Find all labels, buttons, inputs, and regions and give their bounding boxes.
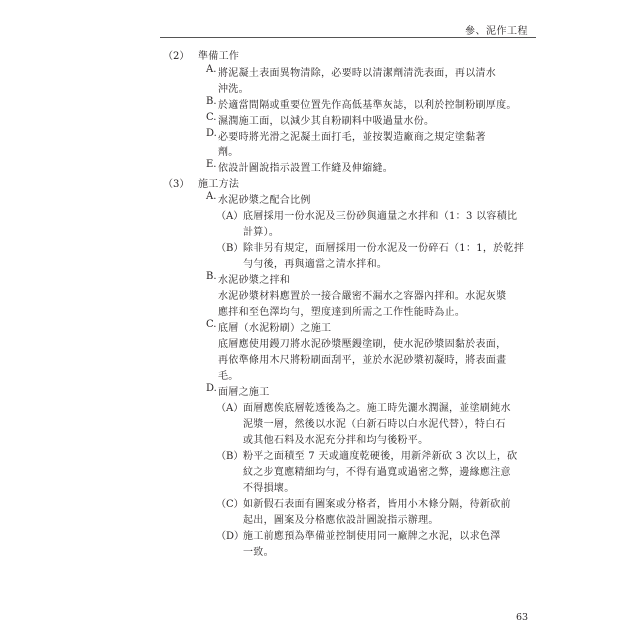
item-line: 起出，圖案及分格應依設計圖說指示辦理。 xyxy=(243,515,439,526)
item-line: 面層應俟底層乾透後為之。施工時先灑水潤濕，並塗刷純水 xyxy=(243,403,511,414)
section-3-marker: （3） xyxy=(163,179,190,190)
item-marker: A. xyxy=(206,64,217,75)
paragraph-line: 再依準條用木尺將粉刷面刮平，並於水泥砂漿初凝時，將表面畫 xyxy=(218,355,507,366)
item-line: 或其他石料及水泥充分拌和均勻後粉平。 xyxy=(243,435,429,446)
item-marker: （C） xyxy=(216,499,244,510)
item-marker: （A） xyxy=(216,211,244,222)
item-line: 必要時將光滑之泥凝土面打毛，並按製造廠商之規定塗黏著 xyxy=(218,132,486,143)
paragraph-line: 毛。 xyxy=(218,371,239,382)
item-line: 計算）。 xyxy=(243,227,280,238)
paragraph-line: 底層應使用鏝刀將水泥砂漿壓鏝塗刷，使水泥砂漿固黏於表面， xyxy=(218,339,507,350)
subsection-marker: A. xyxy=(206,191,217,202)
item-marker: （B） xyxy=(216,451,244,462)
item-line: 依設計圖說指示設置工作縫及伸縮縫。 xyxy=(218,163,394,174)
item-marker: C. xyxy=(206,112,217,123)
item-marker: （A） xyxy=(216,403,244,414)
item-line: 泥漿一層，然後以水泥（白新石時以白水泥代替），特白石 xyxy=(243,419,506,430)
item-line: 一致。 xyxy=(243,547,274,558)
subsection-title: 水泥砂漿之配合比例 xyxy=(218,195,311,206)
subsection-title: 水泥砂漿之拌和 xyxy=(218,275,291,286)
paragraph-line: 應拌和至色澤均勻，塑度達到所需之工作性能時為止。 xyxy=(218,307,466,318)
subsection-marker: C. xyxy=(206,319,217,330)
section-3-title: 施工方法 xyxy=(198,179,240,190)
subsection-marker: D. xyxy=(206,383,217,394)
section-2-title: 準備工作 xyxy=(198,51,240,62)
item-line: 施工前應預為準備並控制使用同一廠牌之水泥，以求色澤 xyxy=(243,531,501,542)
item-line: 將泥凝土表面異物清除，必要時以清潔劑清洗表面，再以清水 xyxy=(218,68,497,79)
item-line: 如新假石表面有圖案或分格者，皆用小木條分隔，待新砍前 xyxy=(243,499,511,510)
running-header xyxy=(160,22,536,38)
item-marker: （B） xyxy=(216,243,244,254)
subsection-title: 面層之施工 xyxy=(218,387,270,398)
section-2-marker: （2） xyxy=(163,51,190,62)
item-line: 劑。 xyxy=(218,147,239,158)
item-line: 紋之步寬應精細均勻，不得有過寬或過密之弊，邊緣應注意 xyxy=(243,467,511,478)
item-line: 不得損壞。 xyxy=(243,483,295,494)
item-line: 沖洗。 xyxy=(218,84,249,95)
item-line: 濕潤施工面，以減少其自粉刷料中吸過量水份。 xyxy=(218,116,435,127)
item-marker: D. xyxy=(206,128,217,139)
item-marker: B. xyxy=(206,96,217,107)
page-number: 63 xyxy=(516,612,529,623)
item-line: 除非另有規定，面層採用一份水泥及一份碎石（1：1，於乾拌 xyxy=(243,243,525,254)
subsection-marker: B. xyxy=(206,271,217,282)
item-line: 底層採用一份水泥及三份砂與適量之水拌和（1：3 以容積比 xyxy=(243,211,518,222)
subsection-title: 底層（水泥粉刷）之施工 xyxy=(218,323,332,334)
item-line: 粉平之面積至 7 天或適度乾硬後，用新斧新砍 3 次以上，砍 xyxy=(243,451,518,462)
chapter-title: 參、泥作工程 xyxy=(465,26,528,37)
item-line: 勻勻後，再與適當之清水拌和。 xyxy=(243,259,388,270)
item-marker: （D） xyxy=(216,531,245,542)
item-marker: E. xyxy=(206,159,217,170)
header-rule xyxy=(160,37,536,38)
paragraph-line: 水泥砂漿材料應置於一接合嚴密不漏水之容器內拌和。水泥灰漿 xyxy=(218,291,507,302)
item-line: 於適當間隔或重要位置先作高低基準灰誌，以利於控制粉刷厚度。 xyxy=(218,100,517,111)
